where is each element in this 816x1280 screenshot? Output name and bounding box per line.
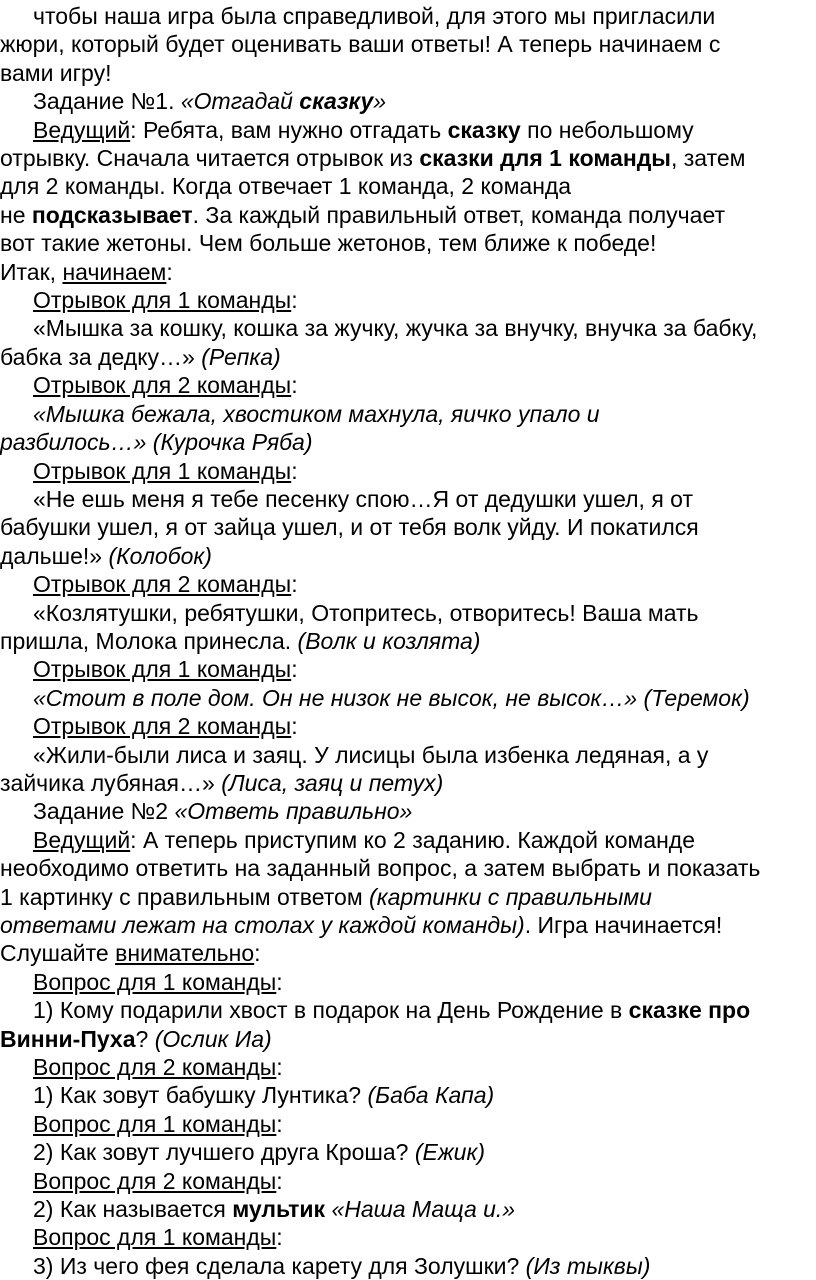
question-line	[0, 1195, 816, 1223]
text: Отрывок для 1 команды	[33, 457, 292, 484]
answer: (Баба Капа)	[367, 1082, 495, 1109]
answer: (Лиса, заяц и петух)	[221, 769, 444, 796]
excerpt-line	[0, 769, 816, 797]
text: Задание №1.	[33, 88, 181, 115]
text: Винни-Пуха	[0, 1025, 136, 1052]
question-line	[0, 1138, 816, 1166]
text: 2) Как зовут лучшего друга Кроша?	[33, 1139, 415, 1166]
excerpt-label	[0, 570, 816, 598]
text: по небольшому	[520, 116, 694, 143]
excerpt-label	[0, 286, 816, 314]
text: :	[291, 713, 298, 740]
excerpt-line	[0, 343, 816, 371]
text: зайчика лубяная…»	[0, 769, 222, 796]
text: Вопрос для 1 команды	[33, 1224, 277, 1251]
text: для 2 команды. Когда отвечает 1 команда, 2 команда	[0, 173, 572, 200]
task2-heading	[0, 797, 816, 825]
text: ?	[135, 1025, 155, 1052]
text: :	[291, 372, 298, 399]
text: вами игру!	[0, 59, 112, 86]
task1-heading	[0, 87, 816, 115]
text: (картинки с правильными	[369, 883, 652, 910]
excerpt-line	[0, 684, 816, 712]
question-line	[0, 996, 816, 1024]
host-label: Ведущий	[33, 826, 131, 853]
text: начинаем	[62, 258, 167, 285]
text: 2) Как называется	[33, 1196, 233, 1223]
excerpt-line	[0, 485, 816, 513]
text: Отрывок для 1 команды	[33, 287, 292, 314]
intro-line	[0, 30, 816, 58]
question-label	[0, 968, 816, 996]
text: вот такие жетоны. Чем больше жетонов, тем ближе к победе!	[0, 230, 657, 257]
text: :	[276, 1167, 283, 1194]
excerpt-label	[0, 712, 816, 740]
question-label	[0, 1167, 816, 1195]
text: Отрывок для 2 команды	[33, 372, 292, 399]
text: :	[166, 258, 173, 285]
text: сказку	[299, 88, 374, 115]
text: Отрывок для 1 команды	[33, 656, 292, 683]
host-label: Ведущий	[33, 116, 131, 143]
text: сказку	[447, 116, 521, 143]
excerpt-line	[0, 741, 816, 769]
text: необходимо ответить на заданный вопрос, а затем выбрать и показать	[0, 855, 761, 882]
text: Отрывок для 2 команды	[33, 571, 292, 598]
text: внимательно	[115, 940, 255, 967]
host-line	[0, 939, 816, 967]
answer: (Из тыквы)	[525, 1252, 651, 1279]
host-line	[0, 144, 816, 172]
text: «Не ешь меня я тебе песенку спою…Я от дедушки ушел, я от	[33, 485, 693, 512]
question-line	[0, 1025, 816, 1053]
excerpt-label	[0, 371, 816, 399]
host-line	[0, 883, 816, 911]
text: «Отгадай	[180, 88, 300, 115]
text: чтобы наша игра была справедливой, для этого мы пригласили	[33, 3, 716, 29]
text: бабка за дедку…»	[0, 343, 202, 370]
text: «Жили-были лиса и заяц. У лисицы была избенка ледяная, а у	[33, 741, 709, 768]
text: не	[0, 201, 32, 228]
excerpt-line	[0, 627, 816, 655]
excerpt-line	[0, 542, 816, 570]
text: Итак,	[0, 258, 63, 285]
text: 3) Из чего фея сделала карету для Золушки?	[33, 1252, 526, 1279]
excerpt-line	[0, 428, 816, 456]
text: Вопрос для 2 команды	[33, 1054, 277, 1081]
text: сказки для 1 команды	[419, 145, 671, 172]
question-line	[0, 1081, 816, 1109]
answer: (Репка)	[201, 343, 281, 370]
host-line	[0, 826, 816, 854]
text: подсказывает	[31, 201, 193, 228]
text: отрывку. Сначала читается отрывок из	[0, 145, 420, 172]
text: : А теперь приступим ко 2 заданию. Каждой команде	[130, 826, 696, 853]
host-line	[0, 911, 816, 939]
text: Задание №2	[33, 798, 175, 825]
text: пришла, Молока принесла.	[0, 627, 298, 654]
intro-line	[0, 59, 816, 87]
host-line	[0, 201, 816, 229]
text: Вопрос для 2 команды	[33, 1167, 277, 1194]
excerpt-line	[0, 314, 816, 342]
text: ответами лежат на столах у каждой команды)	[0, 912, 525, 938]
text: «Наша Маща и.»	[331, 1196, 516, 1223]
text: «Мышка за кошку, кошка за жучку, жучка за внучку, внучка за бабку,	[33, 315, 758, 342]
excerpt-line	[0, 400, 816, 428]
text: разбилось…» (Курочка Ряба)	[0, 429, 313, 456]
text: 1 картинку с правильным ответом	[0, 883, 370, 910]
answer: (Колобок)	[108, 542, 212, 569]
text: «Мышка бежала, хвостиком махнула, яичко упало и	[33, 400, 600, 427]
text: :	[276, 968, 283, 995]
text: :	[291, 287, 298, 314]
excerpt-label	[0, 457, 816, 485]
text: :	[254, 940, 261, 967]
host-line	[0, 229, 816, 257]
question-label	[0, 1110, 816, 1138]
text: мультик	[232, 1196, 326, 1223]
text: . Игра начинается!	[524, 912, 723, 938]
text: «Ответь правильно»	[174, 798, 413, 825]
text: , затем	[670, 145, 746, 172]
text: бабушки ушел, я от зайца ушел, и от тебя волк уйду. И покатился	[0, 514, 699, 541]
excerpt-line	[0, 599, 816, 627]
text: Слушайте	[0, 940, 116, 967]
text: Вопрос для 1 команды	[33, 1110, 277, 1137]
host-line	[0, 116, 816, 144]
question-label	[0, 1053, 816, 1081]
answer: (Ежик)	[414, 1139, 485, 1166]
text: 1) Как зовут бабушку Лунтика?	[33, 1082, 368, 1109]
text: :	[291, 656, 298, 683]
intro-line	[0, 2, 816, 30]
text: «Стоит в поле дом. Он не низок не высок, не высок…» (Теремок)	[33, 684, 750, 711]
text: «Козлятушки, ребятушки, Отопритесь, отворитесь! Ваша мать	[33, 599, 699, 626]
text: :	[291, 457, 298, 484]
answer: (Волк и козлята)	[297, 627, 481, 654]
host-line	[0, 854, 816, 882]
text: сказке про	[628, 997, 751, 1024]
text: жюри, который будет оценивать ваши ответы! А теперь начинаем с	[0, 31, 721, 58]
text: дальше!»	[0, 542, 109, 569]
text: Вопрос для 1 команды	[33, 968, 277, 995]
text: :	[276, 1054, 283, 1081]
excerpt-label	[0, 655, 816, 683]
text: »	[373, 88, 387, 115]
excerpt-line	[0, 513, 816, 541]
answer: (Ослик Иа)	[154, 1025, 272, 1052]
text: :	[291, 571, 298, 598]
text: Отрывок для 2 команды	[33, 713, 292, 740]
question-label	[0, 1223, 816, 1251]
text: : Ребята, вам нужно отгадать	[130, 116, 448, 143]
text: . За каждый правильный ответ, команда получает	[192, 201, 726, 228]
host-line	[0, 172, 816, 200]
text: :	[276, 1224, 283, 1251]
text: 1) Кому подарили хвост в подарок на День Рождение в	[33, 997, 629, 1024]
text: :	[276, 1110, 283, 1137]
host-line	[0, 258, 816, 286]
document-page	[0, 2, 816, 1280]
